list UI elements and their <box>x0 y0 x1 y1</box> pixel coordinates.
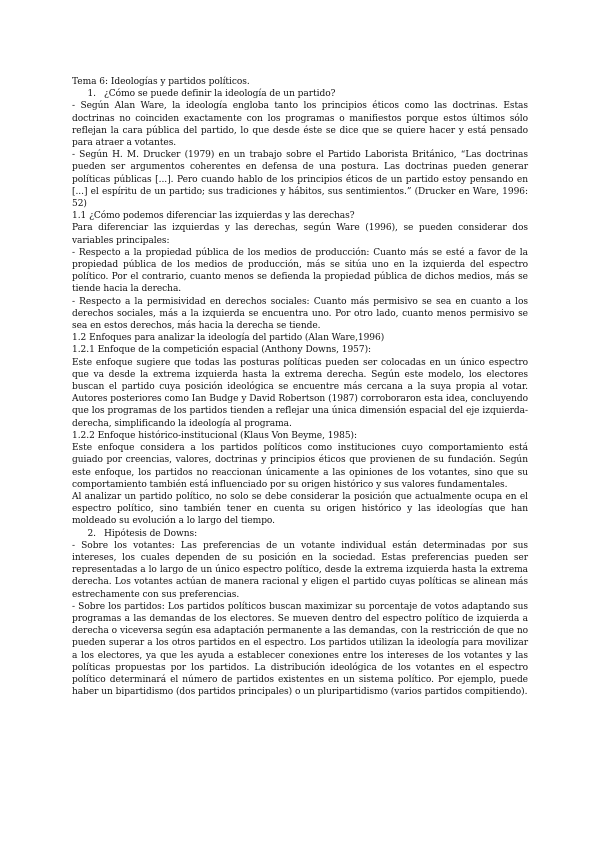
question-2-heading <box>72 528 528 540</box>
paragraph-social-rights: - Respecto a la permisividad en derechos sociales: Cuanto más permisivo se sea en cuanto a los derechos sociales, más a la izquierda se encuentra uno. Por otro lado, cuanto menos permisivo se sea en estos derechos, más hacia la derecha se tiende. <box>72 296 528 332</box>
question-2-text: Hipótesis de Downs: <box>104 528 198 539</box>
paragraph-two-variables: Para diferenciar las izquierdas y las derechas, según Ware (1996), se pueden considerar dos variables principales: <box>72 223 528 246</box>
paragraph-voters: - Sobre los votantes: Las preferencias de un votante individual están determinadas por sus intereses, los cuales dependen de su posición en la sociedad. Estas preferencias pueden ser representadas a lo largo de un único espectro político, desde la extrema izquierda hasta la extrema derecha. Los votantes actúan de manera racional y eligen el partido cuyas políticas se alinean más estrechamente con sus preferencias. <box>72 540 528 600</box>
section-1-2-heading: 1.2 Enfoques para analizar la ideología del partido (Alan Ware,1996) <box>72 333 385 344</box>
document-body <box>72 76 528 698</box>
paragraph-drucker: - Según H. M. Drucker (1979) en un trabajo sobre el Partido Laborista Británico, “Las doctrinas pueden ser argumentos coherentes en defensa de una postura. Las doctrinas pueden generar políticas públicas [...]. Pero cuando hablo de los principios éticos de un partido estoy pensando en [...] el espíritu de un partido; sus tradiciones y hábitos, sus sentimientos.” (Drucker en Ware, 1996: 52) <box>72 150 528 210</box>
question-2-number: 2. <box>87 528 96 539</box>
paragraph-public-property: - Respecto a la propiedad pública de los medios de producción: Cuanto más se esté a favor de la propiedad pública de los medios de producción, más se sitúa uno en la izquierda del espectro político. Por el contrario, cuanto menos se defienda la propiedad pública de dichos medios, más se tiende hacia la derecha. <box>72 247 528 295</box>
paragraph-spatial-competition: Este enfoque sugiere que todas las posturas políticas pueden ser colocadas en un único espectro que va desde la extrema izquierda hasta la extrema derecha. Según este modelo, los electores buscan el partido cuya posición ideológica se encuentre más cercana a la suya propia al votar. Autores posteriores como Ian Budge y David Robertson (1987) corroboraron esta idea, concluyendo que los programas de los partidos tienden a reflejar una única dimensión espacial del eje izquierda-derecha, simplificando la ideología al programa. <box>72 357 528 429</box>
document-title: Tema 6: Ideologías y partidos políticos. <box>72 77 250 87</box>
question-1-text: ¿Cómo se puede definir la ideología de un partido? <box>104 89 336 100</box>
section-1-2-2-heading: 1.2.2 Enfoque histórico-institucional (Klaus Von Beyme, 1985): <box>72 430 358 441</box>
section-1-2-1-heading: 1.2.1 Enfoque de la competición espacial (Anthony Downs, 1957): <box>72 345 372 356</box>
paragraph-parties: - Sobre los partidos: Los partidos políticos buscan maximizar su porcentaje de votos adaptando sus programas a las demandas de los electores. Se mueven dentro del espectro político de izquierda a derecha o viceversa según esa adaptación permanente a las demandas, con la restricción de que no pueden superar a los otros partidos en el espectro. Los partidos utilizan la ideología para movilizar a los electores, ya que les ayuda a establecer conexiones entre los intereses de los votantes y las políticas propuestas por los partidos. La distribución ideológica de los votantes en el espectro político determinará el número de partidos existentes en un sistema político. Por ejemplo, puede haber un bipartidismo (dos partidos principales) o un pluripartidismo (varios partidos compitiendo). <box>72 601 528 698</box>
question-1-number: 1. <box>87 89 96 100</box>
section-1-1-heading: 1.1 ¿Cómo podemos diferenciar las izquierdas y las derechas? <box>72 211 355 222</box>
paragraph-party-analysis: Al analizar un partido político, no solo se debe considerar la posición que actualmente ocupa en el espectro político, sino también tener en cuenta su origen histórico y las ideologías que han moldeado su evolución a lo largo del tiempo. <box>72 491 528 527</box>
paragraph-historical-institutional: Este enfoque considera a los partidos políticos como instituciones cuyo comportamiento está guiado por creencias, valores, doctrinas y principios éticos que provienen de su fundación. Según este enfoque, los partidos no reaccionan únicamente a las opiniones de los votantes, sino que su comportamiento también está influenciado por su origen histórico y sus valores fundamentales. <box>72 443 528 490</box>
paragraph-ware-ideology: - Según Alan Ware, la ideología engloba tanto los principios éticos como las doctrinas. Estas doctrinas no coinciden exactamente con los programas o manifiestos porque estos últimos sólo reflejan la cara pública del partido, lo que desde éste se dice que se quiere hacer y está pensado para atraer a votantes. <box>72 101 528 149</box>
question-1-heading <box>72 88 528 100</box>
